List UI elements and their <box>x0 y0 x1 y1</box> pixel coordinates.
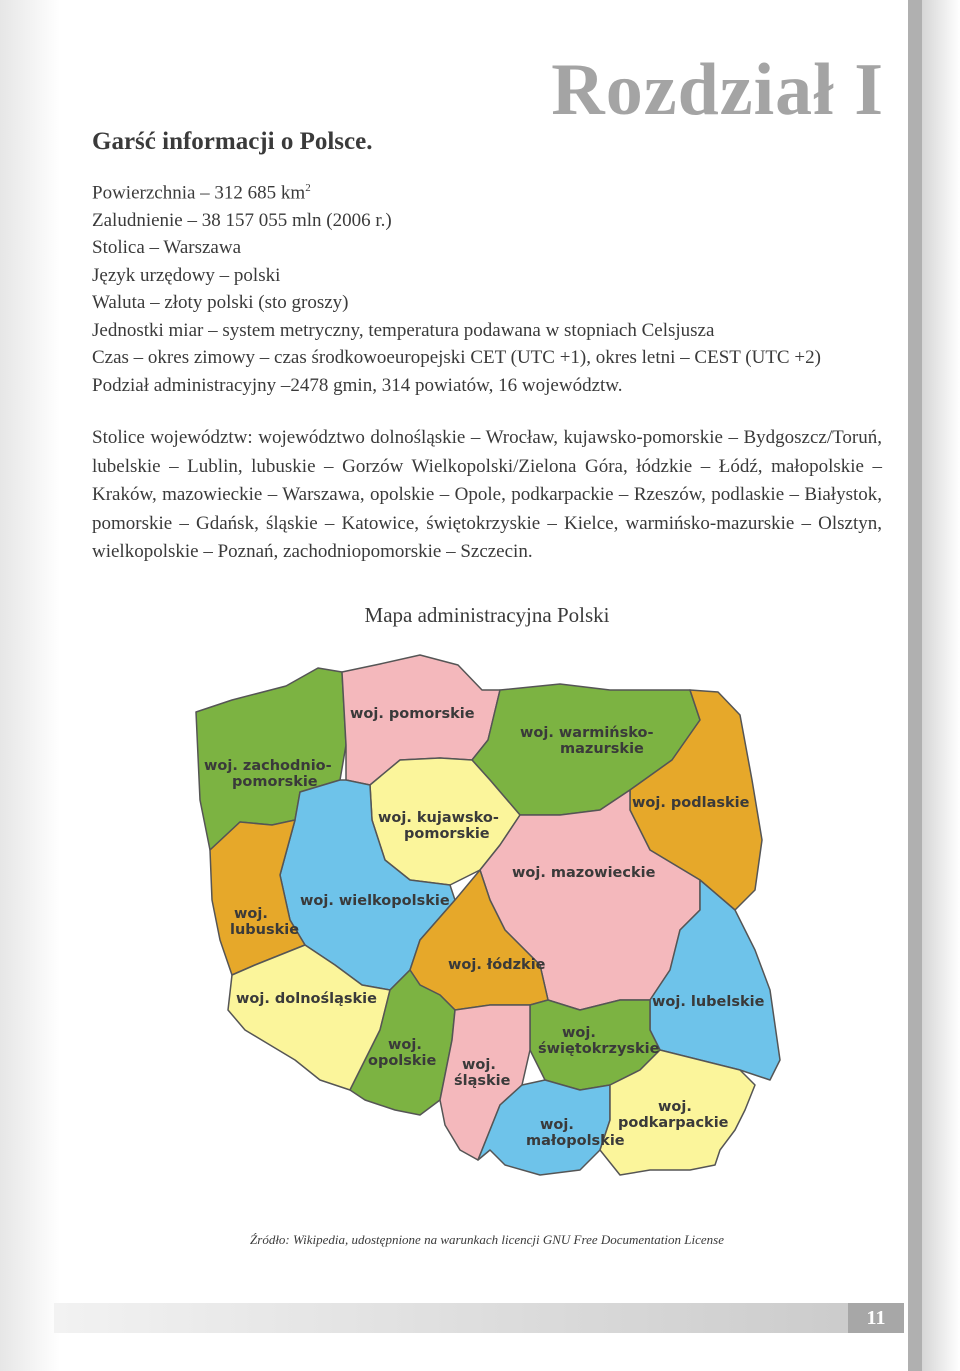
label-malopolskie-1: woj. <box>540 1117 574 1133</box>
label-malopolskie-2: małopolskie <box>526 1133 625 1149</box>
label-mazowieckie: woj. mazowieckie <box>512 865 656 881</box>
fact-units: Jednostki miar – system metryczny, temperatura podawana w stopniach Celsjusza <box>92 319 715 341</box>
map-source-caption: Źródło: Wikipedia, udostępnione na warunkach licencji GNU Free Documentation License <box>250 1232 724 1247</box>
chapter-title: Rozdział I <box>551 49 884 131</box>
fact-capital: Stolica – Warszawa <box>92 237 242 259</box>
page-number: 11 <box>848 1303 904 1333</box>
map-title: Mapa administracyjna Polski <box>364 603 610 627</box>
fact-area-sup: 2 <box>305 182 311 194</box>
label-opolskie-1: woj. <box>388 1037 422 1053</box>
label-pomorskie: woj. pomorskie <box>350 706 475 722</box>
fact-time: Czas – okres zimowy – czas środkowoeuropejski CET (UTC +1), okres letni – CEST (UTC +2) <box>92 347 821 369</box>
label-kujawsko-1: woj. kujawsko- <box>378 810 499 826</box>
fact-area-text: Powierzchnia – 312 685 km <box>92 182 306 204</box>
label-swietokrzyskie-2: świętokrzyskie <box>538 1041 660 1057</box>
fact-population: Zaludnienie – 38 157 055 mln (2006 r.) <box>92 209 392 231</box>
label-podlaskie: woj. podlaskie <box>632 795 750 811</box>
label-podkarpackie-2: podkarpackie <box>618 1115 729 1131</box>
label-slaskie-2: śląskie <box>454 1073 511 1089</box>
label-zachodnio-1: woj. zachodnio- <box>204 758 332 774</box>
label-wielkopolskie: woj. wielkopolskie <box>300 893 450 909</box>
fact-currency: Waluta – złoty polski (sto groszy) <box>92 292 349 314</box>
label-opolskie-2: opolskie <box>368 1053 437 1069</box>
facts-list <box>92 175 882 399</box>
fact-division: Podział administracyjny –2478 gmin, 314 powiatów, 16 województw. <box>92 374 623 396</box>
label-dolnoslaskie: woj. dolnośląskie <box>236 991 377 1007</box>
label-lodzkie: woj. łódzkie <box>448 957 546 973</box>
label-lubelskie: woj. lubelskie <box>652 994 765 1010</box>
label-warminsko-1: woj. warmińsko- <box>520 725 654 741</box>
label-swietokrzyskie-1: woj. <box>562 1025 596 1041</box>
label-zachodnio-2: pomorskie <box>232 774 318 790</box>
section-heading: Garść informacji o Polsce. <box>92 128 373 155</box>
label-lubuskie-1: woj. <box>234 906 268 922</box>
fact-area <box>92 175 882 207</box>
margin-bar <box>908 0 922 1371</box>
label-warminsko-2: mazurskie <box>560 741 644 757</box>
poland-admin-map <box>190 640 790 1240</box>
footer-bar <box>54 1303 904 1333</box>
label-podkarpackie-1: woj. <box>658 1099 692 1115</box>
fact-language: Język urzędowy – polski <box>92 264 281 286</box>
label-kujawsko-2: pomorskie <box>404 826 490 842</box>
page-edge-shadow <box>0 0 60 1371</box>
label-lubuskie-2: lubuskie <box>230 922 300 938</box>
voivodeship-capitals-paragraph: Stolice województw: województwo dolnośląskie – Wrocław, kujawsko-pomorskie – Bydgoszcz/Toruń, lubelskie – Lublin, lubuskie – Gorzów Wielkopolski/Zielona Góra, łódzkie – Łódź, małopolskie – Kraków, mazowieckie – Warszawa, opolskie – Opole, podkarpackie – Rzeszów, podlaskie – Białystok, pomorskie – Gdańsk, śląskie – Katowice, świętokrzyskie – Kielce, warmińsko-mazurskie – Olsztyn, wielkopolskie – Poznań, zachodniopomorskie – Szczecin. <box>92 427 882 562</box>
margin-gradient <box>922 0 960 1371</box>
label-slaskie-1: woj. <box>462 1057 496 1073</box>
